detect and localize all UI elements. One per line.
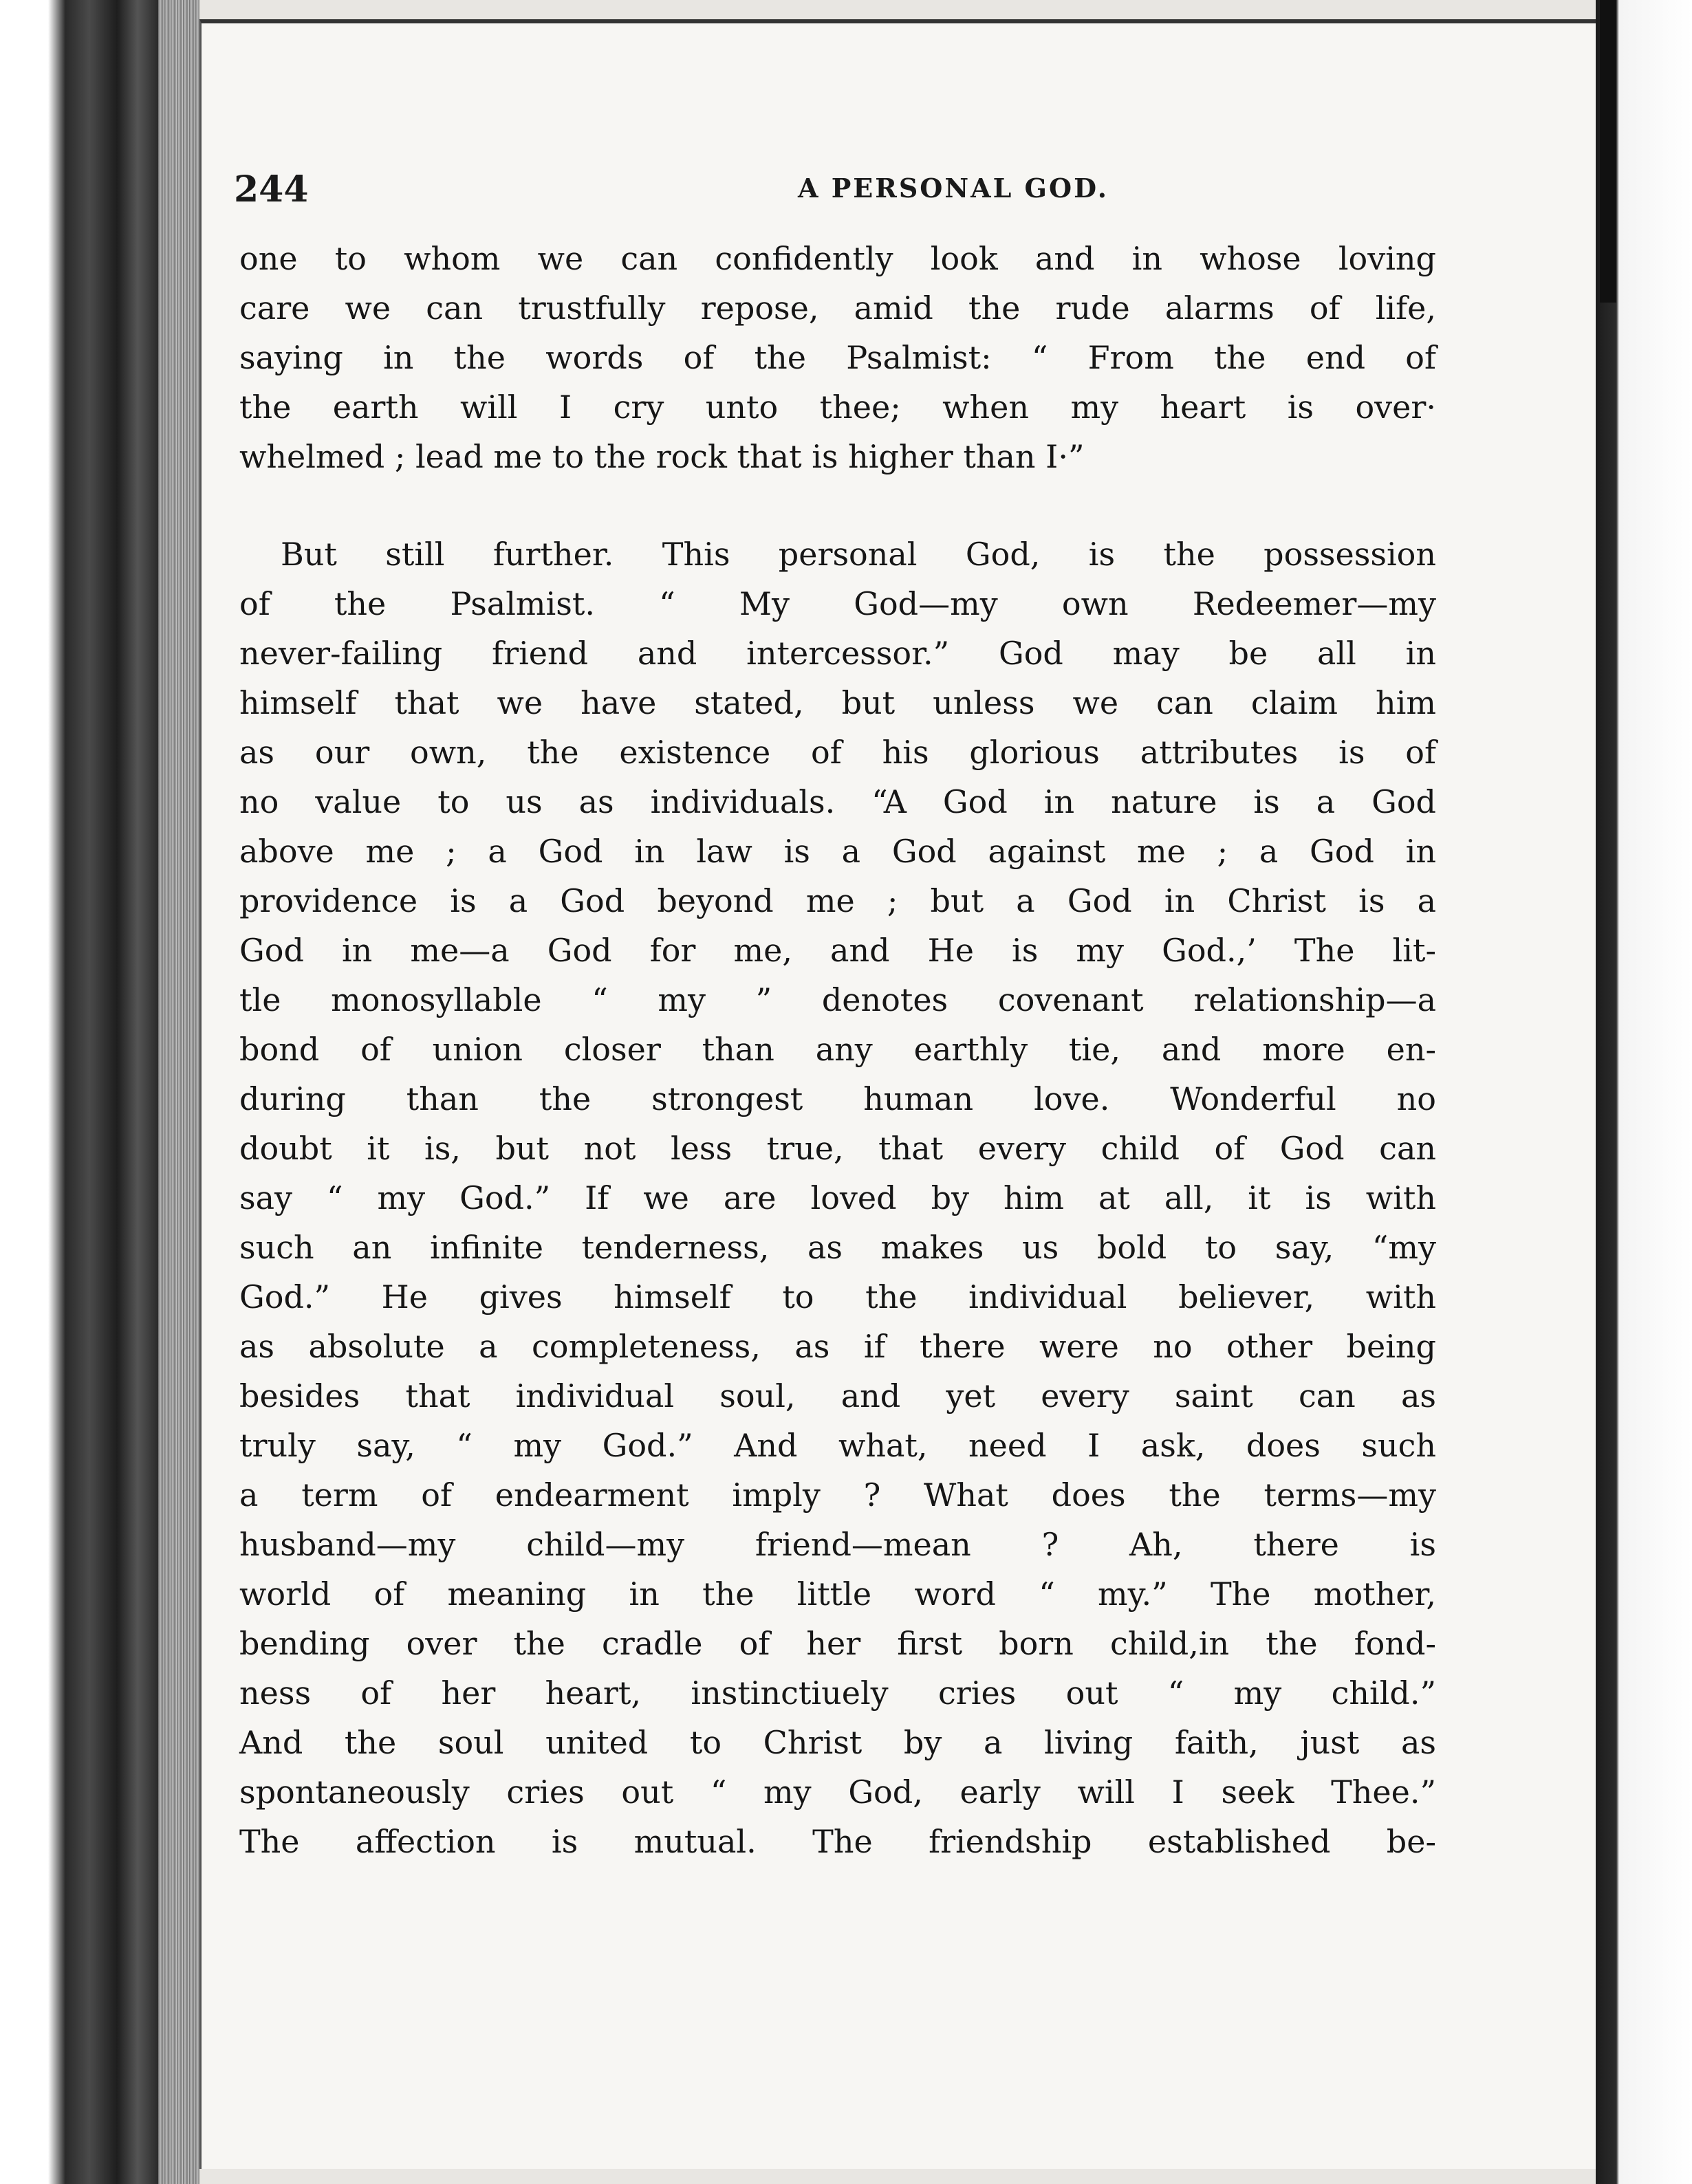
page-edges [158, 0, 199, 2184]
text-line: a term of endearment imply ? What does the terms—my [239, 1476, 1436, 1514]
text-line: tle monosyllable “ my ” denotes covenant relationship—a [239, 981, 1436, 1018]
text-line: no value to us as individuals. “A God in nature is a God [239, 783, 1436, 820]
paragraph-1 [239, 234, 1436, 481]
text-line: as our own, the existence of his glorious attributes is of [239, 734, 1436, 771]
paragraph-2 [239, 529, 1436, 1866]
facing-page-edge [1596, 0, 1692, 2184]
text-line: above me ; a God in law is a God against me ; a God in [239, 833, 1436, 870]
text-line: one to whom we can confidently look and in whose loving [239, 240, 1436, 277]
text-line: say “ my God.” If we are loved by him at all, it is with [239, 1179, 1436, 1216]
text-line: husband—my child—my friend—mean ? Ah, there is [239, 1526, 1436, 1563]
text-line: ness of her heart, instinctiuely cries out “ my child.” [239, 1674, 1436, 1712]
text-line: world of meaning in the little word “ my.” The mother, [239, 1575, 1436, 1613]
text-line: the earth will I cry unto thee; when my heart is over· [239, 389, 1436, 426]
text-line: such an infinite tenderness, as makes us bold to say, “my [239, 1229, 1436, 1266]
text-line: truly say, “ my God.” And what, need I ask, does such [239, 1427, 1436, 1464]
running-head: A PERSONAL GOD. [798, 173, 1109, 204]
text-line: The affection is mutual. The friendship established be- [239, 1823, 1436, 1860]
text-line: of the Psalmist. “ My God—my own Redeemer—my [239, 585, 1436, 622]
text-line: whelmed ; lead me to the rock that is higher than I·” [239, 438, 1085, 475]
text-line: as absolute a completeness, as if there were no other being [239, 1328, 1436, 1365]
text-line: never-failing friend and intercessor.” God may be all in [239, 635, 1436, 672]
text-line: providence is a God beyond me ; but a God in Christ is a [239, 882, 1436, 919]
text-line: himself that we have stated, but unless we can claim him [239, 684, 1436, 721]
body-text [239, 234, 1436, 1866]
text-line: doubt it is, but not less true, that every child of God can [239, 1130, 1436, 1167]
book-spine [0, 0, 158, 2184]
text-line: care we can trustfully repose, amid the rude alarms of life, [239, 290, 1436, 327]
text-line: bond of union closer than any earthly tie, and more en- [239, 1031, 1436, 1068]
text-line: during than the strongest human love. Wonderful no [239, 1080, 1436, 1117]
text-line: besides that individual soul, and yet every saint can as [239, 1377, 1436, 1415]
text-line: bending over the cradle of her first born child,in the fond- [239, 1625, 1436, 1662]
text-line: And the soul united to Christ by a living faith, just as [239, 1724, 1436, 1761]
text-line: God.” He gives himself to the individual believer, with [239, 1278, 1436, 1315]
text-line: saying in the words of the Psalmist: “ From the end of [239, 339, 1436, 376]
text-line: spontaneously cries out “ my God, early will I seek Thee.” [239, 1773, 1436, 1811]
text-line: God in me—a God for me, and He is my God.,’ The lit- [239, 932, 1436, 969]
text-line: But still further. This personal God, is the possession [281, 536, 1436, 573]
page-header [234, 168, 1438, 210]
page-number: 244 [234, 168, 309, 210]
